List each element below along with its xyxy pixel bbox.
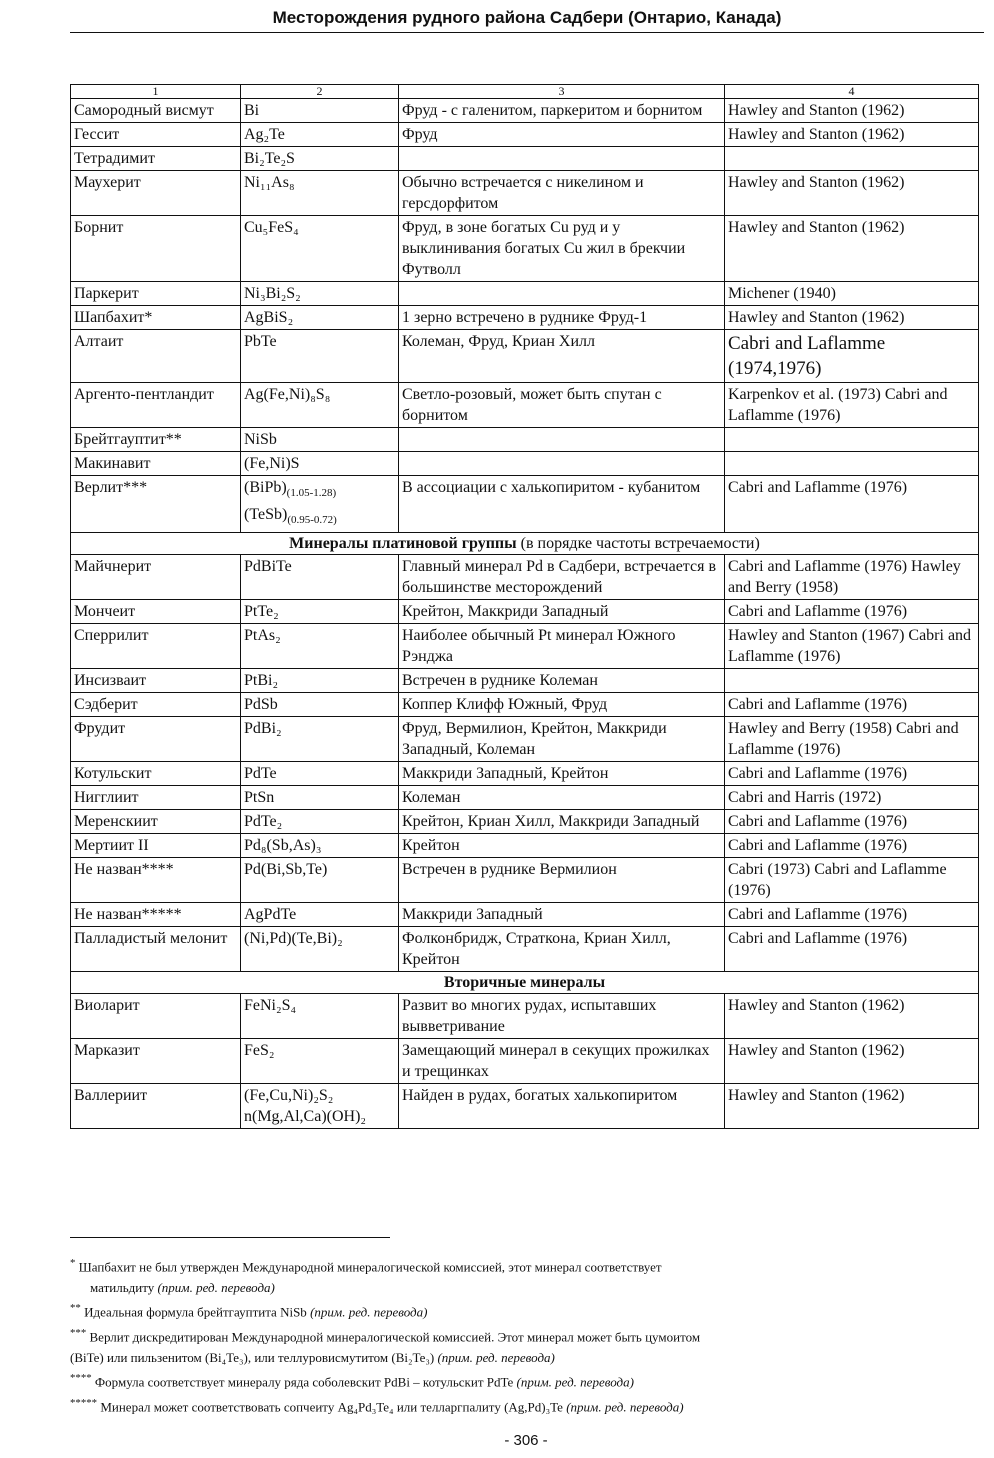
table-row <box>71 669 979 693</box>
footnote-3: *** Верлит дискредитирован Международной минералогической комиссией. Этот минерал может быть цумоитом <box>70 1327 701 1345</box>
reference-cell <box>725 452 979 476</box>
occurrence-cell: Встречен в руднике Вермилион <box>399 858 725 903</box>
mineral-name-cell: Паркерит <box>71 282 241 306</box>
formula-cell: (Ni,Pd)(Te,Bi)₂ <box>241 927 399 972</box>
reference-cell: Cabri and Laflamme (1976) <box>725 810 979 834</box>
mineral-name-cell: Гессит <box>71 123 241 147</box>
table-body <box>71 85 979 1129</box>
reference-cell: Hawley and Stanton (1967) Cabri and Laflamme (1976) <box>725 624 979 669</box>
occurrence-cell <box>399 147 725 171</box>
reference-cell: Cabri (1973) Cabri and Laflamme (1976) <box>725 858 979 903</box>
occurrence-cell: 1 зерно встречено в руднике Фруд-1 <box>399 306 725 330</box>
reference-cell: Cabri and Laflamme (1976) <box>725 834 979 858</box>
reference-cell: Cabri and Laflamme (1976) <box>725 476 979 533</box>
occurrence-cell: Наиболее обычный Pt минерал Южного Рэнджа <box>399 624 725 669</box>
page-number: - 306 - <box>504 1432 548 1449</box>
formula-cell: FeNi₂S₄ <box>241 994 399 1039</box>
occurrence-cell: Коппер Клифф Южный, Фруд <box>399 693 725 717</box>
mineral-name-cell: Марказит <box>71 1039 241 1084</box>
footnote-rule <box>70 1237 390 1238</box>
occurrence-cell: Фруд, Вермилион, Крейтон, Маккриди Западный, Колеман <box>399 717 725 762</box>
mineral-name-cell: Котульскит <box>71 762 241 786</box>
mineral-name-cell: Палладистый мелонит <box>71 927 241 972</box>
formula-cell: AgPdTe <box>241 903 399 927</box>
reference-cell: Hawley and Stanton (1962) <box>725 1039 979 1084</box>
table-row <box>71 600 979 624</box>
formula-part: (TeSb) <box>244 506 288 524</box>
occurrence-cell: Фолконбридж, Страткона, Криан Хилл, Крейтон <box>399 927 725 972</box>
table-row <box>71 216 979 282</box>
table-row <box>71 834 979 858</box>
mineral-name-cell: Сэдберит <box>71 693 241 717</box>
table-row <box>71 282 979 306</box>
formula-cell: PdBiTe <box>241 555 399 600</box>
mineral-name-cell: Меренскиит <box>71 810 241 834</box>
column-number-3: 3 <box>399 85 725 99</box>
reference-cell: Michener (1940) <box>725 282 979 306</box>
formula-cell: NiSb <box>241 428 399 452</box>
mineral-name-cell: Инсизваит <box>71 669 241 693</box>
occurrence-cell <box>399 452 725 476</box>
formula-cell: PdSb <box>241 693 399 717</box>
section-title-secondary <box>71 972 979 994</box>
table-row <box>71 786 979 810</box>
section-title-pgm <box>71 533 979 555</box>
footnotes <box>70 1253 980 1418</box>
footnote-2: ** Идеальная формула брейтгауптита NiSb (прим. ред. перевода) <box>70 1302 428 1320</box>
mineral-name-cell: Не назван***** <box>71 903 241 927</box>
table-row <box>71 994 979 1039</box>
formula-cell: Pd(Bi,Sb,Te) <box>241 858 399 903</box>
formula-cell: PtSn <box>241 786 399 810</box>
occurrence-cell: Фруд, в зоне богатых Cu руд и у выклинивания богатых Cu жил в брекчии Футволл <box>399 216 725 282</box>
formula-cell: Pd₈(Sb,As)₃ <box>241 834 399 858</box>
occurrence-cell <box>399 428 725 452</box>
formula-cell: (Fe,Ni)S <box>241 452 399 476</box>
occurrence-cell <box>399 282 725 306</box>
reference-cell: Hawley and Berry (1958) Cabri and Laflamme (1976) <box>725 717 979 762</box>
table-row <box>71 476 979 533</box>
reference-cell: Hawley and Stanton (1962) <box>725 216 979 282</box>
occurrence-cell: Крейтон <box>399 834 725 858</box>
formula-cell: PbTe <box>241 330 399 383</box>
header-rule <box>70 32 984 33</box>
reference-cell: Hawley and Stanton (1962) <box>725 306 979 330</box>
table-row <box>71 717 979 762</box>
mineral-name-cell: Аргенто-пентландит <box>71 383 241 428</box>
table-row <box>71 306 979 330</box>
mineral-name-cell: Самородный висмут <box>71 99 241 123</box>
occurrence-cell: Колеман, Фруд, Криан Хилл <box>399 330 725 383</box>
mineral-name-cell: Мончеит <box>71 600 241 624</box>
formula-cell: PtBi₂ <box>241 669 399 693</box>
table-row <box>71 123 979 147</box>
mineral-name-cell: Мертиит II <box>71 834 241 858</box>
mineral-name-cell: Майчнерит <box>71 555 241 600</box>
occurrence-cell: Развит во многих рудах, испытавших вывветривание <box>399 994 725 1039</box>
formula-cell <box>241 476 399 533</box>
occurrence-cell: Крейтон, Маккриди Западный <box>399 600 725 624</box>
section-title-text: Вторичные минералы <box>443 974 606 992</box>
formula-cell: PdTe <box>241 762 399 786</box>
occurrence-cell: В ассоциации с халькопиритом - кубанитом <box>399 476 725 533</box>
table-row <box>71 428 979 452</box>
table-row <box>71 1039 979 1084</box>
reference-cell: Hawley and Stanton (1962) <box>725 123 979 147</box>
mineral-name-cell: Нигглиит <box>71 786 241 810</box>
reference-cell: Karpenkov et al. (1973) Cabri and Laflamme (1976) <box>725 383 979 428</box>
mineral-name-cell: Маухерит <box>71 171 241 216</box>
table-row <box>71 927 979 972</box>
mineral-name-cell: Валлериит <box>71 1084 241 1129</box>
reference-cell: Hawley and Stanton (1962) <box>725 1084 979 1129</box>
section-note-text: (в порядке частоты встречаемости) <box>520 535 760 553</box>
formula-cell: FeS₂ <box>241 1039 399 1084</box>
reference-cell: Hawley and Stanton (1962) <box>725 994 979 1039</box>
table-row <box>71 555 979 600</box>
formula-cell: PdBi₂ <box>241 717 399 762</box>
reference-cell <box>725 428 979 452</box>
formula-cell: PdTe₂ <box>241 810 399 834</box>
column-number-2: 2 <box>241 85 399 99</box>
column-number-4: 4 <box>725 85 979 99</box>
occurrence-cell: Маккриди Западный, Крейтон <box>399 762 725 786</box>
table-row <box>71 903 979 927</box>
reference-cell: Cabri and Laflamme (1976) <box>725 762 979 786</box>
mineral-name-cell: Не назван**** <box>71 858 241 903</box>
mineral-name-cell: Брейтгауптит** <box>71 428 241 452</box>
reference-cell: Cabri and Laflamme (1974,1976) <box>725 330 979 383</box>
reference-cell: Cabri and Laflamme (1976) Hawley and Berry (1958) <box>725 555 979 600</box>
table-row <box>71 1084 979 1129</box>
footnote-4: **** Формула соответствует минералу ряда соболевскит PdBi – котульскит PdTe (прим. ред. перевода) <box>70 1372 634 1390</box>
reference-cell <box>725 669 979 693</box>
reference-cell: Cabri and Laflamme (1976) <box>725 927 979 972</box>
section-row-secondary <box>71 972 979 994</box>
formula-cell: Ag₂Te <box>241 123 399 147</box>
mineral-name-cell: Борнит <box>71 216 241 282</box>
occurrence-cell: Замещающий минерал в секущих прожилках и трещинках <box>399 1039 725 1084</box>
mineral-name-cell: Фрудит <box>71 717 241 762</box>
table-row <box>71 383 979 428</box>
minerals-table <box>70 84 979 1129</box>
table-row <box>71 762 979 786</box>
occurrence-cell: Маккриди Западный <box>399 903 725 927</box>
formula-cell: Ni₃Bi₂S₂ <box>241 282 399 306</box>
formula-cell: Bi <box>241 99 399 123</box>
mineral-name-cell: Верлит*** <box>71 476 241 533</box>
table-row <box>71 858 979 903</box>
occurrence-cell: Колеман <box>399 786 725 810</box>
occurrence-cell: Обычно встречается с никелином и герсдорфитом <box>399 171 725 216</box>
reference-cell: Hawley and Stanton (1962) <box>725 99 979 123</box>
occurrence-cell: Крейтон, Криан Хилл, Маккриди Западный <box>399 810 725 834</box>
occurrence-cell: Светло-розовый, может быть спутан с борнитом <box>399 383 725 428</box>
footnote-1-cont: матильдиту (прим. ред. перевода) <box>90 1279 275 1295</box>
table-row <box>71 147 979 171</box>
formula-cell: Cu₅FeS₄ <box>241 216 399 282</box>
reference-cell: Cabri and Harris (1972) <box>725 786 979 810</box>
table-row <box>71 452 979 476</box>
mineral-name-cell: Макинавит <box>71 452 241 476</box>
reference-cell: Cabri and Laflamme (1976) <box>725 600 979 624</box>
occurrence-cell: Фруд <box>399 123 725 147</box>
table-row <box>71 624 979 669</box>
mineral-name-cell: Шапбахит* <box>71 306 241 330</box>
reference-cell <box>725 147 979 171</box>
footnote-3-cont: (BiTe) или пильзенитом (Bi₄Te₃), или теллуровисмутитом (Bi₂Te₃) (прим. ред. перевода) <box>70 1349 555 1365</box>
reference-cell: Cabri and Laflamme (1976) <box>725 693 979 717</box>
reference-cell: Cabri and Laflamme (1976) <box>725 903 979 927</box>
table-row <box>71 330 979 383</box>
formula-part: (1.05-1.28) <box>286 487 337 500</box>
formula-cell: Ag(Fe,Ni)₈S₈ <box>241 383 399 428</box>
section-title-text: Минералы платиновой группы <box>289 535 517 553</box>
table-row <box>71 171 979 216</box>
formula-part: (BiPb) <box>244 479 287 496</box>
occurrence-cell: Фруд - с галенитом, паркеритом и борнитом <box>399 99 725 123</box>
formula-cell: PtTe₂ <box>241 600 399 624</box>
mineral-name-cell: Виоларит <box>71 994 241 1039</box>
section-row-pgm <box>71 533 979 555</box>
table-row <box>71 693 979 717</box>
column-number-row <box>71 85 979 99</box>
page-header-title: Месторождения рудного района Садбери (Онтарио, Канада) <box>272 8 782 27</box>
occurrence-cell: Главный минерал Pd в Садбери, встречается в большинстве месторождений <box>399 555 725 600</box>
occurrence-cell: Найден в рудах, богатых халькопиритом <box>399 1084 725 1129</box>
reference-cell: Hawley and Stanton (1962) <box>725 171 979 216</box>
column-number-1: 1 <box>71 85 241 99</box>
formula-cell: AgBiS₂ <box>241 306 399 330</box>
formula-part: (0.95-0.72) <box>287 514 337 527</box>
table-row <box>71 810 979 834</box>
formula-cell: Ni₁₁As₈ <box>241 171 399 216</box>
mineral-name-cell: Сперрилит <box>71 624 241 669</box>
occurrence-cell: Встречен в руднике Колеман <box>399 669 725 693</box>
formula-cell: PtAs₂ <box>241 624 399 669</box>
table-row <box>71 99 979 123</box>
formula-cell: (Fe,Cu,Ni)₂S₂ n(Mg,Al,Ca)(OH)₂ <box>241 1084 399 1129</box>
footnote-1: * Шапбахит не был утвержден Международной минералогической комиссией, этот минерал соответствует <box>70 1257 662 1275</box>
mineral-name-cell: Алтаит <box>71 330 241 383</box>
formula-cell: Bi₂Te₂S <box>241 147 399 171</box>
footnote-5: ***** Минерал может соответствовать сопчеиту Ag₄Pd₃Te₄ или телларгпалиту (Ag,Pd)₃Te (прим. ред. перевода) <box>70 1397 684 1415</box>
mineral-name-cell: Тетрадимит <box>71 147 241 171</box>
